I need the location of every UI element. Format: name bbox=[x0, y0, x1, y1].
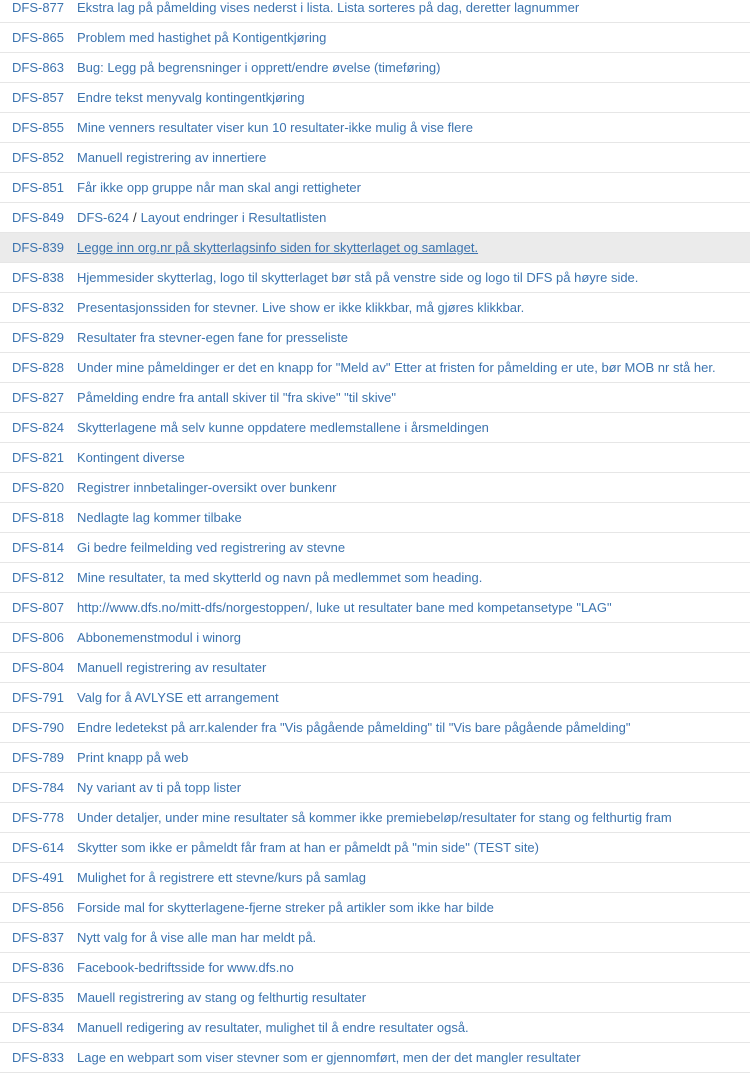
issue-row[interactable] bbox=[0, 983, 750, 1013]
issue-key-link[interactable]: DFS-835 bbox=[12, 990, 65, 1005]
issue-key-link[interactable]: DFS-778 bbox=[12, 810, 65, 825]
issue-key-link[interactable]: DFS-857 bbox=[12, 90, 65, 105]
issue-summary-link[interactable]: Skytterlagene må selv kunne oppdatere medlemstallene i årsmeldingen bbox=[77, 420, 489, 435]
issue-key-link[interactable]: DFS-789 bbox=[12, 750, 65, 765]
issue-summary-link[interactable]: Manuell registrering av innertiere bbox=[77, 150, 267, 165]
issue-row[interactable] bbox=[0, 83, 750, 113]
issue-key-link[interactable]: DFS-849 bbox=[12, 210, 65, 225]
issue-key-link[interactable]: DFS-851 bbox=[12, 180, 65, 195]
issue-key-link[interactable]: DFS-832 bbox=[12, 300, 65, 315]
issue-key-link[interactable]: DFS-491 bbox=[12, 870, 65, 885]
issue-row[interactable] bbox=[0, 0, 750, 23]
issue-summary-link[interactable]: Påmelding endre fra antall skiver til "fra skive" "til skive" bbox=[77, 390, 397, 405]
issue-row[interactable] bbox=[0, 503, 750, 533]
issue-row[interactable] bbox=[0, 653, 750, 683]
issue-key-link[interactable]: DFS-818 bbox=[12, 510, 65, 525]
issue-key-link[interactable]: DFS-855 bbox=[12, 120, 65, 135]
issue-summary-link[interactable]: Hjemmesider skytterlag, logo til skytterlaget bør stå på venstre side og logo til DFS på høyre side. bbox=[77, 270, 639, 285]
issue-key-link[interactable]: DFS-790 bbox=[12, 720, 65, 735]
issue-row[interactable] bbox=[0, 293, 750, 323]
issue-key-link[interactable]: DFS-820 bbox=[12, 480, 65, 495]
issue-row[interactable] bbox=[0, 113, 750, 143]
issue-row[interactable] bbox=[0, 1013, 750, 1043]
issue-row[interactable] bbox=[0, 383, 750, 413]
issue-summary-link[interactable]: http://www.dfs.no/mitt-dfs/norgestoppen/, luke ut resultater bane med kompetansetype "LAG" bbox=[77, 600, 612, 615]
issue-key-link[interactable]: DFS-821 bbox=[12, 450, 65, 465]
issue-row[interactable] bbox=[0, 833, 750, 863]
issue-row[interactable] bbox=[0, 743, 750, 773]
issue-summary-link[interactable]: Mulighet for å registrere ett stevne/kurs på samlag bbox=[77, 870, 367, 885]
parent-separator: / bbox=[133, 210, 137, 225]
issue-summary-link[interactable]: Mauell registrering av stang og felthurtig resultater bbox=[77, 990, 367, 1005]
issue-summary-link[interactable]: Registrer innbetalinger-oversikt over bunkenr bbox=[77, 480, 337, 495]
issue-summary-link[interactable]: Legge inn org.nr på skytterlagsinfo siden for skytterlaget og samlaget. bbox=[77, 240, 479, 255]
issue-summary-link[interactable]: Manuell registrering av resultater bbox=[77, 660, 267, 675]
issue-row[interactable] bbox=[0, 713, 750, 743]
issue-row[interactable] bbox=[0, 323, 750, 353]
issue-key-link[interactable]: DFS-784 bbox=[12, 780, 65, 795]
issue-summary-link[interactable]: Ekstra lag på påmelding vises nederst i lista. Lista sorteres på dag, deretter lagnummer bbox=[77, 0, 580, 15]
issue-row[interactable] bbox=[0, 413, 750, 443]
issue-summary-link[interactable]: Nedlagte lag kommer tilbake bbox=[77, 510, 242, 525]
issue-summary-link[interactable]: Nytt valg for å vise alle man har meldt på. bbox=[77, 930, 317, 945]
issue-summary-link[interactable]: Manuell redigering av resultater, mulighet til å endre resultater også. bbox=[77, 1020, 469, 1035]
issue-key-link[interactable]: DFS-837 bbox=[12, 930, 65, 945]
parent-issue-link[interactable]: DFS-624 bbox=[77, 210, 130, 225]
issue-row[interactable] bbox=[0, 23, 750, 53]
issue-summary-link[interactable]: Valg for å AVLYSE ett arrangement bbox=[77, 690, 279, 705]
issue-summary-link[interactable]: Endre tekst menyvalg kontingentkjøring bbox=[77, 90, 305, 105]
issue-row[interactable] bbox=[0, 263, 750, 293]
issue-row[interactable] bbox=[0, 173, 750, 203]
issue-row[interactable] bbox=[0, 683, 750, 713]
issue-row[interactable] bbox=[0, 893, 750, 923]
issue-key-link[interactable]: DFS-791 bbox=[12, 690, 65, 705]
issue-summary-link[interactable]: Kontingent diverse bbox=[77, 450, 185, 465]
issue-row[interactable] bbox=[0, 53, 750, 83]
issue-key-link[interactable]: DFS-806 bbox=[12, 630, 65, 645]
issue-summary-link[interactable]: Lage en webpart som viser stevner som er gjennomført, men der det mangler resultater bbox=[77, 1050, 581, 1065]
issue-summary-link[interactable]: Presentasjonssiden for stevner. Live show er ikke klikkbar, må gjøres klikkbar. bbox=[77, 300, 525, 315]
issue-summary-link[interactable]: Problem med hastighet på Kontigentkjøring bbox=[77, 30, 327, 45]
issue-summary-link[interactable]: Facebook-bedriftsside for www.dfs.no bbox=[77, 960, 294, 975]
issue-key-link[interactable]: DFS-824 bbox=[12, 420, 65, 435]
issue-summary-link[interactable] bbox=[77, 210, 750, 225]
issue-row[interactable] bbox=[0, 863, 750, 893]
issue-row[interactable] bbox=[0, 233, 750, 263]
issue-key-link[interactable]: DFS-804 bbox=[12, 660, 65, 675]
issue-summary-link[interactable]: Endre ledetekst på arr.kalender fra "Vis pågående påmelding" til "Vis bare pågående påmelding" bbox=[77, 720, 631, 735]
issue-key-link[interactable]: DFS-829 bbox=[12, 330, 65, 345]
issue-summary-link[interactable]: Mine venners resultater viser kun 10 resultater-ikke mulig å vise flere bbox=[77, 120, 473, 135]
issue-summary-link[interactable]: Abbonemenstmodul i winorg bbox=[77, 630, 242, 645]
issue-summary-link[interactable]: Under mine påmeldinger er det en knapp for "Meld av" Etter at fristen for påmelding er ute, bør MOB nr stå her. bbox=[77, 360, 716, 375]
issue-row[interactable] bbox=[0, 953, 750, 983]
issue-key-link[interactable]: DFS-838 bbox=[12, 270, 65, 285]
issue-row[interactable] bbox=[0, 593, 750, 623]
issue-row[interactable] bbox=[0, 1043, 750, 1073]
issue-row[interactable] bbox=[0, 923, 750, 953]
issue-row[interactable] bbox=[0, 203, 750, 233]
issue-key-link[interactable]: DFS-812 bbox=[12, 570, 65, 585]
issue-row[interactable] bbox=[0, 533, 750, 563]
issue-key-link[interactable]: DFS-836 bbox=[12, 960, 65, 975]
issue-summary-text[interactable]: Layout endringer i Resultatlisten bbox=[140, 210, 327, 225]
issue-summary-link[interactable]: Print knapp på web bbox=[77, 750, 189, 765]
issue-summary-link[interactable]: Gi bedre feilmelding ved registrering av stevne bbox=[77, 540, 346, 555]
issue-key-link[interactable]: DFS-856 bbox=[12, 900, 65, 915]
issue-key-link[interactable]: DFS-807 bbox=[12, 600, 65, 615]
issue-key-link[interactable]: DFS-814 bbox=[12, 540, 65, 555]
issue-row[interactable] bbox=[0, 443, 750, 473]
issue-summary-link[interactable]: Ny variant av ti på topp lister bbox=[77, 780, 242, 795]
issue-row[interactable] bbox=[0, 803, 750, 833]
issue-summary-link[interactable]: Får ikke opp gruppe når man skal angi rettigheter bbox=[77, 180, 361, 195]
issue-key-link[interactable]: DFS-863 bbox=[12, 60, 65, 75]
issue-key-link[interactable]: DFS-852 bbox=[12, 150, 65, 165]
issue-row[interactable] bbox=[0, 563, 750, 593]
issue-key-link[interactable]: DFS-833 bbox=[12, 1050, 65, 1065]
issue-row[interactable] bbox=[0, 353, 750, 383]
issue-summary-link[interactable]: Resultater fra stevner-egen fane for presseliste bbox=[77, 330, 348, 345]
issue-key-link[interactable]: DFS-834 bbox=[12, 1020, 65, 1035]
issue-row[interactable] bbox=[0, 623, 750, 653]
issue-key-link[interactable]: DFS-839 bbox=[12, 240, 65, 255]
issue-summary-link[interactable]: Under detaljer, under mine resultater så kommer ikke premiebeløp/resultater for stang og felthurtig fram bbox=[77, 810, 672, 825]
issue-key-link[interactable]: DFS-827 bbox=[12, 390, 65, 405]
issue-summary-link[interactable]: Forside mal for skytterlagene-fjerne streker på artikler som ikke har bilde bbox=[77, 900, 494, 915]
issue-key-link[interactable]: DFS-614 bbox=[12, 840, 65, 855]
issue-key-link[interactable]: DFS-877 bbox=[12, 0, 65, 15]
issue-summary-link[interactable]: Mine resultater, ta med skytterld og navn på medlemmet som heading. bbox=[77, 570, 483, 585]
issue-key-link[interactable]: DFS-828 bbox=[12, 360, 65, 375]
issue-summary-link[interactable]: Skytter som ikke er påmeldt får fram at han er påmeldt på "min side" (TEST site) bbox=[77, 840, 539, 855]
issue-row[interactable] bbox=[0, 773, 750, 803]
issue-row[interactable] bbox=[0, 143, 750, 173]
issue-row[interactable] bbox=[0, 473, 750, 503]
issue-summary-link[interactable]: Bug: Legg på begrensninger i opprett/endre øvelse (timeføring) bbox=[77, 60, 441, 75]
issue-key-link[interactable]: DFS-865 bbox=[12, 30, 65, 45]
